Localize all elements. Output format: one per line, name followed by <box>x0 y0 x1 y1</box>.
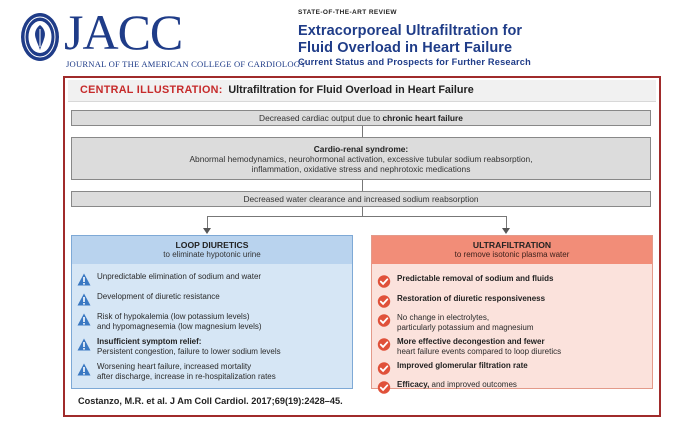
cardio-renal-line1: Abnormal hemodynamics, neurohormonal activation, excessive tubular sodium reabsorption, <box>189 154 533 164</box>
loop-diuretics-list <box>72 266 352 382</box>
arrow-down-icon <box>502 228 510 234</box>
list-item <box>72 362 352 381</box>
list-item <box>372 380 652 394</box>
check-circle-icon <box>377 295 391 308</box>
illustration-label-colon: : <box>218 84 223 96</box>
loop-diuretics-subtitle: to eliminate hypotonic urine <box>163 250 261 259</box>
citation: Costanzo, M.R. et al. J Am Coll Cardiol. 2017;69(19):2428–45. <box>78 396 343 406</box>
list-item-bold: More effective decongestion and fewer <box>397 337 545 347</box>
list-item-bold: Improved glomerular filtration rate <box>397 361 528 371</box>
list-item-text-main: Development of diuretic resistance <box>97 292 220 301</box>
list-item <box>72 312 352 331</box>
flow-connector <box>362 207 363 216</box>
flow-box-cardiac-output-bold: chronic heart failure <box>382 113 463 123</box>
list-item-line2: heart failure events compared to loop diuretics <box>397 346 562 356</box>
flow-box-cardiac-output <box>71 110 651 126</box>
illustration-title: Ultrafiltration for Fluid Overload in Heart Failure <box>228 84 474 96</box>
flow-connector <box>362 126 363 137</box>
ultrafiltration-panel <box>371 235 653 389</box>
list-item <box>372 337 652 356</box>
loop-diuretics-title: LOOP DIURETICS <box>175 240 249 250</box>
list-item-text <box>397 313 534 332</box>
central-illustration-frame <box>63 76 661 417</box>
split-connector-right <box>506 216 507 228</box>
list-item <box>72 292 352 306</box>
check-circle-icon <box>377 338 391 351</box>
list-item-text <box>97 312 262 331</box>
list-item-line2: after discharge, increase in re-hospitalization rates <box>97 371 276 381</box>
ultrafiltration-subtitle: to remove isotonic plasma water <box>454 250 570 259</box>
cardio-renal-line2: inflammation, oxidative stress and nephrotoxic medications <box>251 164 471 174</box>
list-item-bold: Restoration of diuretic responsiveness <box>397 294 546 303</box>
check-circle-icon <box>377 381 391 394</box>
warning-triangle-icon <box>77 293 91 306</box>
split-connector-left <box>207 216 208 228</box>
list-item <box>372 294 652 308</box>
flow-box-water-clearance <box>71 191 651 207</box>
list-item-text <box>397 294 545 304</box>
list-item-line2: and hypomagnesemia (low magnesium levels) <box>97 321 262 331</box>
review-tag: STATE-OF-THE-ART REVIEW <box>298 9 397 16</box>
list-item <box>72 337 352 356</box>
list-item-text <box>397 274 553 284</box>
warning-triangle-icon <box>77 338 91 351</box>
list-item-text <box>397 380 517 390</box>
list-item-text <box>97 272 261 282</box>
loop-diuretics-panel <box>71 235 353 389</box>
water-clearance-text: Decreased water clearance and increased sodium reabsorption <box>243 194 479 204</box>
list-item-text <box>97 337 281 356</box>
list-item <box>372 274 652 288</box>
article-title-line1: Extracorporeal Ultrafiltration for <box>298 23 523 39</box>
list-item-text-main: Unpredictable elimination of sodium and water <box>97 272 262 281</box>
split-connector <box>207 216 506 217</box>
list-item-bold: Insufficient symptom relief: <box>97 337 202 347</box>
list-item-text <box>97 292 220 302</box>
flow-connector <box>362 180 363 191</box>
list-item-text-main: No change in electrolytes, <box>397 313 490 322</box>
list-item-text-main: Risk of hypokalemia (low potassium levels) <box>97 312 250 321</box>
arrow-down-icon <box>203 228 211 234</box>
ultrafiltration-title: ULTRAFILTRATION <box>472 240 552 250</box>
check-circle-icon <box>377 314 391 327</box>
flow-box-cardio-renal <box>71 137 651 180</box>
list-item-bold: Efficacy, <box>397 380 430 390</box>
ultrafiltration-list <box>372 266 652 394</box>
cardio-renal-title: Cardio-renal syndrome: <box>313 144 409 154</box>
list-item-text-main: Worsening heart failure, increased mortality <box>97 362 252 372</box>
warning-triangle-icon <box>77 313 91 326</box>
list-item-text-main: and improved outcomes <box>429 380 517 390</box>
jacc-logo: JACC <box>64 4 183 60</box>
list-item-line2: Persistent congestion, failure to lower sodium levels <box>97 346 281 356</box>
check-circle-icon <box>377 362 391 375</box>
list-item-bold: Predictable removal of sodium and fluids <box>397 274 554 283</box>
illustration-label: CENTRAL ILLUSTRATION <box>80 84 219 96</box>
list-item <box>372 313 652 332</box>
loop-diuretics-header <box>72 236 352 264</box>
check-circle-icon <box>377 275 391 288</box>
list-item-text <box>97 362 276 381</box>
list-item-text <box>397 361 528 371</box>
journal-name: JOURNAL OF THE AMERICAN COLLEGE OF CARDIOLOGY <box>66 59 307 69</box>
article-subtitle: Current Status and Prospects for Further Research <box>298 57 531 67</box>
article-title-line2: Fluid Overload in Heart Failure <box>298 39 513 56</box>
warning-triangle-icon <box>77 363 91 376</box>
flow-box-cardiac-output-text: Decreased cardiac output due to <box>259 113 383 123</box>
list-item <box>72 272 352 286</box>
list-item <box>372 361 652 375</box>
warning-triangle-icon <box>77 273 91 286</box>
list-item-text <box>397 337 561 356</box>
list-item-line2: particularly potassium and magnesium <box>397 322 534 332</box>
acc-seal-icon <box>20 12 60 62</box>
illustration-header <box>68 80 656 102</box>
article-title <box>298 23 522 56</box>
ultrafiltration-header <box>372 236 652 264</box>
